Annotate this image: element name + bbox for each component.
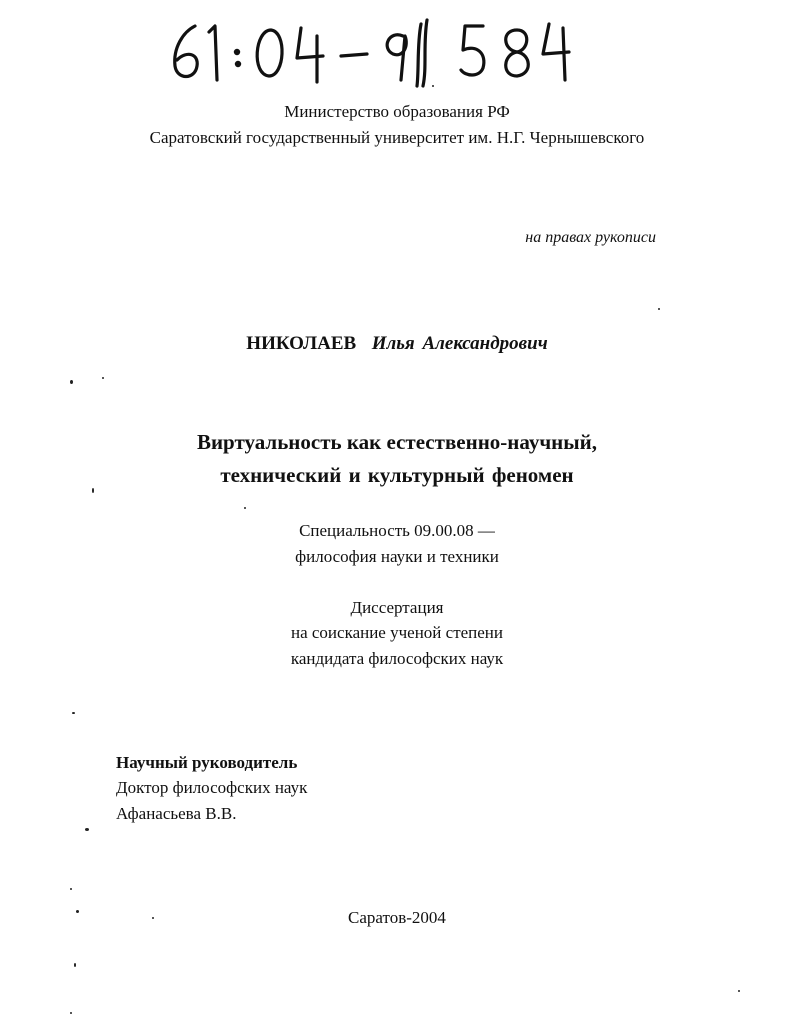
degree-purpose: на соискание ученой степени <box>290 623 504 642</box>
scan-speck <box>70 1012 72 1014</box>
degree-name: кандидата философских наук <box>290 649 504 668</box>
scan-speck <box>76 910 79 913</box>
author-name <box>0 333 794 355</box>
city-and-year: Саратов-2004 <box>348 908 446 927</box>
handwritten-archive-code <box>165 14 585 90</box>
scan-speck <box>152 917 154 919</box>
scan-speck <box>102 377 104 379</box>
ministry-name: Министерство образования РФ <box>284 102 510 121</box>
scan-speck <box>432 85 434 87</box>
scan-speck <box>92 488 94 493</box>
manuscript-rights-note: на правах рукописи <box>525 229 656 246</box>
supervisor-name: Афанасьева В.В. <box>116 804 237 823</box>
dissertation-title-line-2: технический и культурный феномен <box>220 463 574 487</box>
scan-speck <box>85 828 89 831</box>
scan-speck <box>70 888 72 890</box>
supervisor-heading: Научный руководитель <box>116 753 298 772</box>
scan-speck <box>74 963 76 967</box>
author-given-names: Илья Александрович <box>371 333 548 354</box>
specialty-code: Специальность 09.00.08 — <box>299 521 495 540</box>
scan-speck <box>72 712 75 714</box>
scan-speck <box>658 308 660 310</box>
author-surname: НИКОЛАЕВ <box>246 333 357 354</box>
scan-speck <box>70 380 73 384</box>
specialty-name: философия науки и техники <box>295 547 499 566</box>
scan-speck <box>738 990 740 992</box>
dissertation-label: Диссертация <box>350 598 444 617</box>
dissertation-title-line-1: Виртуальность как естественно-научный, <box>196 430 598 454</box>
scan-speck <box>244 507 246 509</box>
university-name: Саратовский государственный университет им. Н.Г. Чернышевского <box>149 128 645 147</box>
supervisor-degree: Доктор философских наук <box>116 778 308 797</box>
